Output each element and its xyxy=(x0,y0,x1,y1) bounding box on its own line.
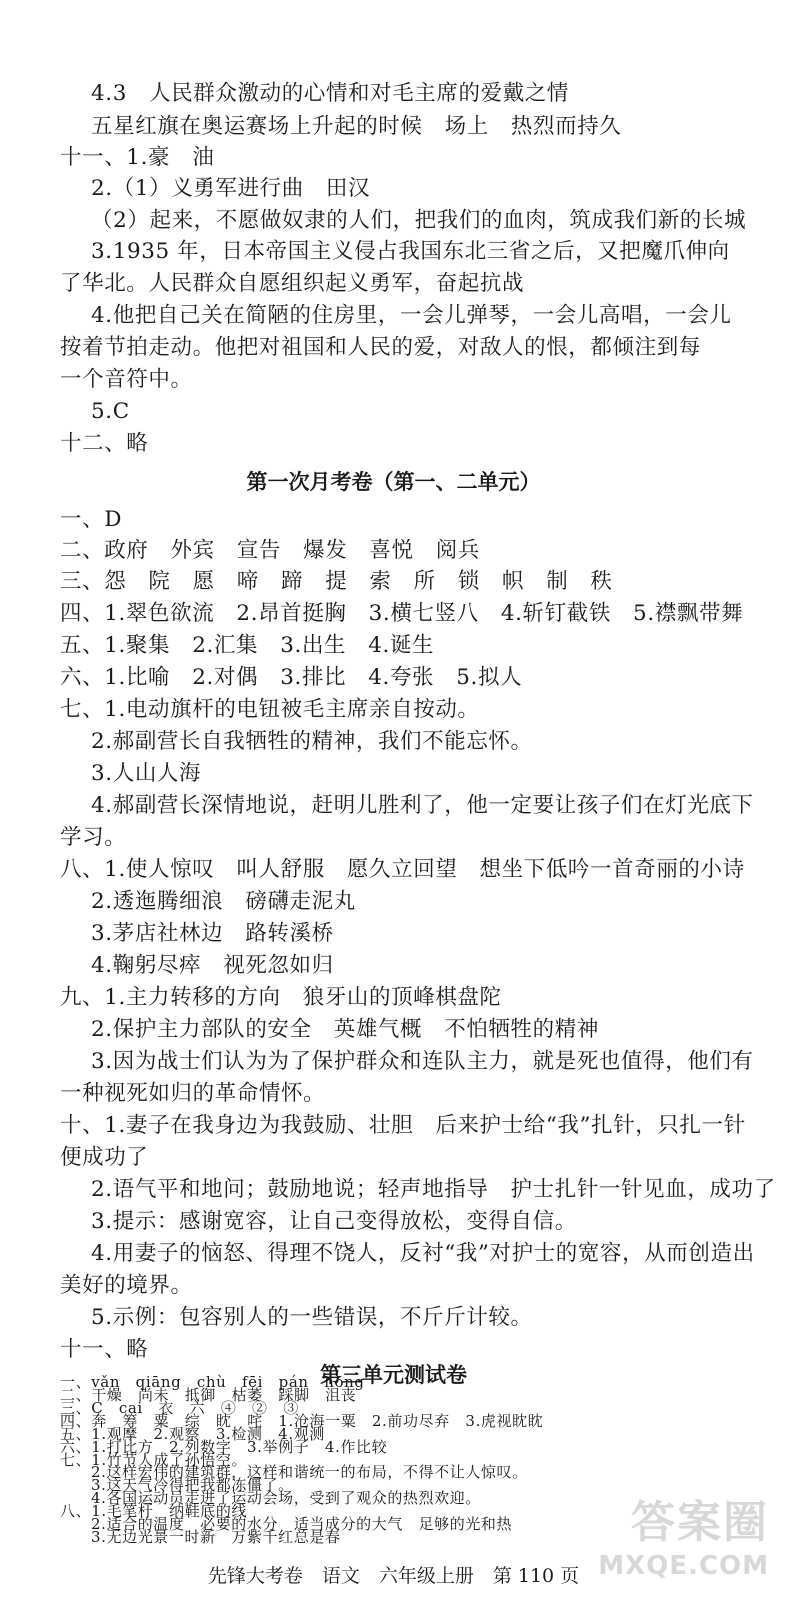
answer-line: 2.这样宏伟的建筑群，这样和谐统一的布局，不得不让人惊叹。 xyxy=(91,1463,528,1482)
answer-line: 四、奔 筹 粟 综 眈 咤 1.沧海一粟 2.前功尽弃 3.虎视眈眈 xyxy=(60,1411,544,1430)
answer-line: 3.无边光景一时新 万紫千红总是春 xyxy=(91,1528,341,1547)
answer-line: 4.3 人民群众激动的心情和对毛主席的爱戴之情 xyxy=(91,81,569,106)
answer-line: 2.保护主力部队的安全 英雄气概 不怕牺牲的精神 xyxy=(91,1017,599,1042)
answer-line: 2.语气平和地问；鼓励地说；轻声地指导 护士扎针一针见血，成功了 xyxy=(91,1177,776,1202)
answer-line: 5.C xyxy=(91,399,130,424)
answer-line: 2.郝副营长自我牺牲的精神，我们不能忘怀。 xyxy=(91,729,533,754)
answer-line: 4.他把自己关在简陋的住房里，一会儿弹琴，一会儿高唱，一会儿 xyxy=(91,303,732,328)
answer-line: （2）起来，不愿做奴隶的人们，把我们的血肉，筑成我们新的长城 xyxy=(91,208,747,233)
answer-line: 九、1.主力转移的方向 狼牙山的顶峰棋盘陀 xyxy=(60,985,502,1010)
answer-line: 美好的境界。 xyxy=(60,1273,193,1298)
answer-line: 2.（1）义勇军进行曲 田汉 xyxy=(91,176,371,201)
answer-line: 3.因为战士们认为为了保护群众和连队主力，就是死也值得，他们有 xyxy=(91,1049,754,1074)
answer-line: 3.茅店社林边 路转溪桥 xyxy=(91,921,334,946)
answer-line: 八、1.毛笔杆 纳鞋底的线 xyxy=(60,1502,248,1521)
answer-line: 三、怨 院 愿 啼 蹄 提 索 所 锁 帜 制 秩 xyxy=(60,569,613,594)
answer-line: 2.透迤腾细浪 磅礴走泥丸 xyxy=(91,889,356,914)
answer-line: 十、1.妻子在我身边为我鼓励、壮胆 后来护士给“我”扎针，只扎一针 xyxy=(60,1113,746,1138)
answer-line: 八、1.使人惊叹 叫人舒服 愿久立回望 想坐下低吟一首奇丽的小诗 xyxy=(60,857,745,882)
answer-line: 四、1.翠色欲流 2.昂首挺胸 3.横七竖八 4.斩钉截铁 5.襟飘带舞 xyxy=(60,601,744,626)
answer-line: 十二、略 xyxy=(60,431,149,456)
answer-line: 5.示例：包容别人的一些错误，不斤斤计较。 xyxy=(91,1305,533,1330)
answer-line: 五、1.聚集 2.汇集 3.出生 4.诞生 xyxy=(60,633,435,658)
answer-line: 便成功了 xyxy=(60,1145,149,1170)
answer-line: 3.1935 年，日本帝国主义侵占我国东北三省之后，又把魔爪伸向 xyxy=(91,239,730,264)
answer-line: 4.用妻子的恼怒、得理不饶人，反衬“我”对护士的宽容，从而创造出 xyxy=(91,1241,755,1266)
answer-line: 4.鞠躬尽瘁 视死忽如归 xyxy=(91,953,334,978)
answer-line: 一、vǎn qiāng chù fēi pán hōng xyxy=(60,1373,365,1391)
answer-line: 学习。 xyxy=(60,825,127,850)
watermark-text: 答案圈 xyxy=(631,1497,769,1548)
answer-line: 4.郝副营长深情地说，赶明儿胜利了，他一定要让孩子们在灯光底下 xyxy=(91,793,754,818)
answer-line: 二、干燥 尚未 抵御 枯萎 踩脚 沮丧 xyxy=(60,1385,357,1404)
section-title: 第三单元测试卷 xyxy=(320,1363,467,1387)
answer-line: 十一、1.豪 油 xyxy=(60,145,215,170)
answer-line: 按着节拍走动。他把对祖国和人民的爱，对敌人的恨，都倾注到每 xyxy=(60,335,701,360)
answer-line: 七、1.竹节人成了孙悟空。 xyxy=(60,1450,248,1469)
answer-line: 一、D xyxy=(60,507,123,532)
answer-line: 了华北。人民群众自愿组织起义勇军，奋起抗战 xyxy=(60,271,525,296)
answer-line: 五、1.观摩 2.观察 3.检测 4.观测 xyxy=(60,1424,325,1443)
answer-line: 4.各国运动员走进了运动会场，受到了观众的热烈欢迎。 xyxy=(91,1489,481,1508)
answer-line: 六、1.打比方 2.列数字 3.举例子 4.作比较 xyxy=(60,1437,388,1456)
answer-line: 2.适合的温度 必要的水分 适当成分的大气 足够的光和热 xyxy=(91,1515,513,1534)
section-title: 第一次月考卷（第一、二单元） xyxy=(246,470,541,494)
answer-line: 十一、略 xyxy=(60,1337,149,1362)
answer-line: 三、C cai 衣 六 ④ ② ③ xyxy=(60,1398,299,1417)
answer-line: 六、1.比喻 2.对偶 3.排比 4.夸张 5.拟人 xyxy=(60,665,523,690)
answer-line: 3.提示：感谢宽容，让自己变得放松，变得自信。 xyxy=(91,1209,577,1234)
answer-line: 五星红旗在奥运赛场上升起的时候 场上 热烈而持久 xyxy=(91,114,622,139)
page-footer: 先锋大考卷 语文 六年级上册 第 110 页 xyxy=(207,1565,580,1587)
answer-line: 一个音符中。 xyxy=(60,367,193,392)
answer-line: 3.人山人海 xyxy=(91,761,202,786)
watermark-url: MXQE.COM xyxy=(598,1551,769,1581)
answer-line: 一种视死如归的革命情怀。 xyxy=(60,1081,326,1106)
answer-line: 七、1.电动旗杆的电钮被毛主席亲自按动。 xyxy=(60,697,480,722)
answer-line: 3.这天气冷得把我都冻僵了。 xyxy=(91,1476,294,1495)
answer-line: 二、政府 外宾 宣告 爆发 喜悦 阅兵 xyxy=(60,538,480,563)
